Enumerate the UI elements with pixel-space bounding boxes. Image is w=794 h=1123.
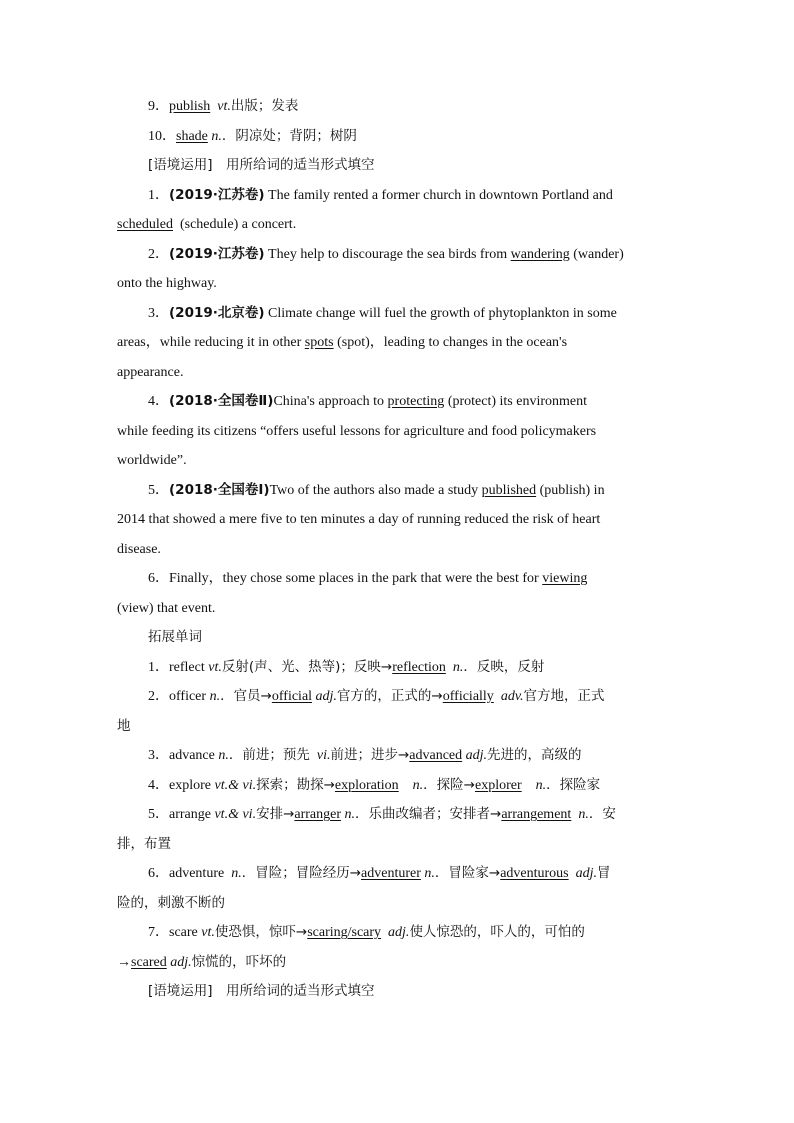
answer-word: adventurer — [361, 866, 421, 881]
sentence-5-cont: 2014 that showed a mere five to ten minutes a day of running reduced the risk of heart — [117, 512, 601, 527]
expand-item-6-cont: 险的，刺激不断的 — [117, 894, 225, 911]
answer-word: scaring/scary — [307, 925, 382, 940]
answer-word: exploration — [334, 777, 399, 793]
sentence-4-cont: while feeding its citizens “offers useful lessons for agriculture and food policymakers — [117, 423, 597, 439]
document-page — [117, 92, 677, 1007]
answer-word: advanced — [409, 748, 463, 763]
sentence-3: 3．(2019·北京卷) Climate change will fuel the growth of phytoplankton in some — [148, 304, 617, 321]
sentence-2-cont: onto the highway. — [117, 276, 217, 291]
source-tag: (2019·江苏卷) — [169, 186, 265, 203]
usage-heading-2: [语境运用] 用所给词的适当形式填空 — [148, 983, 375, 999]
expand-item-3: 3．advance n.．前进；预先 vi.前进；进步→advanced adj.先进的，高级的 — [148, 747, 582, 763]
answer-word: explorer — [474, 777, 522, 793]
answer-word: arranger — [294, 807, 342, 822]
sentence-5-end: disease. — [117, 541, 161, 557]
expand-item-1: 1．reflect vt.反射(声、光、热等)；反映→reflection n.．反映，反射 — [148, 658, 545, 675]
sentence-3-end: appearance. — [117, 364, 184, 380]
expand-item-2-cont: 地 — [117, 717, 131, 734]
answer-word: official — [271, 689, 313, 704]
sentence-6-cont: (view) that event. — [117, 600, 216, 616]
expand-item-5: 5．arrange vt.& vi.安排→arranger n.．乐曲改编者；安排者→arrangement n.．安 — [148, 806, 616, 822]
source-tag: (2018·全国卷Ⅰ) — [169, 481, 270, 498]
expand-item-5-cont: 排，布置 — [117, 835, 171, 852]
sentence-4-end: worldwide”. — [117, 453, 187, 468]
vocab-item-10: 10．shade n.．阴凉处；背阴；树阴 — [148, 127, 357, 144]
answer-word: scheduled — [117, 217, 173, 232]
answer-word: viewing — [542, 571, 588, 586]
answer-word: shade — [176, 128, 208, 144]
answer-word: published — [481, 482, 537, 498]
answer-word: wandering — [510, 246, 570, 262]
vocab-item-9: 9．publish vt.出版；发表 — [148, 98, 299, 114]
sentence-4: 4．(2018·全国卷Ⅱ)China's approach to protecting (protect) its environment — [148, 393, 587, 409]
section-heading-expand: 拓展单词 — [148, 629, 202, 645]
source-tag: (2019·江苏卷) — [169, 245, 265, 262]
source-tag: (2018·全国卷Ⅱ) — [169, 393, 274, 409]
sentence-6: 6．Finally，they chose some places in the park that were the best for viewing — [148, 571, 588, 586]
answer-word: adventurous — [500, 866, 569, 881]
sentence-1: 1．(2019·江苏卷) The family rented a former church in downtown Portland and — [148, 186, 613, 203]
answer-word: arrangement — [501, 807, 572, 822]
expand-item-7-cont: →scared adj.惊慌的，吓坏的 — [117, 953, 287, 970]
answer-word: publish — [169, 99, 211, 114]
expand-item-4: 4．explore vt.& vi.探索；勘探→exploration n.．探险→explorer n.．探险家 — [148, 776, 601, 793]
sentence-1-cont: scheduled (schedule) a concert. — [117, 217, 297, 232]
expand-item-7: 7．scare vt.使恐惧，惊吓→scaring/scary adj.使人惊恐的，吓人的，可怕的 — [148, 924, 585, 940]
sentence-5: 5．(2018·全国卷Ⅰ)Two of the authors also made a study published (publish) in — [148, 481, 605, 498]
answer-word: reflection — [392, 659, 446, 675]
expand-item-6: 6．adventure n.．冒险；冒险经历→adventurer n.．冒险家→adventurous adj.冒 — [148, 865, 611, 881]
answer-word: officially — [442, 689, 494, 704]
source-tag: (2019·北京卷) — [169, 304, 265, 321]
sentence-2: 2．(2019·江苏卷) They help to discourage the sea birds from wandering (wander) — [148, 245, 624, 262]
answer-word: protecting — [387, 394, 445, 409]
sentence-3-cont: areas，while reducing it in other spots (spot)，leading to changes in the ocean's — [117, 335, 568, 350]
expand-item-2: 2．officer n.．官员→official adj.官方的，正式的→officially adv.官方地，正式 — [148, 688, 605, 704]
usage-heading: [语境运用] 用所给词的适当形式填空 — [148, 157, 375, 173]
answer-word: scared — [131, 954, 167, 970]
answer-word: spots — [304, 335, 334, 350]
